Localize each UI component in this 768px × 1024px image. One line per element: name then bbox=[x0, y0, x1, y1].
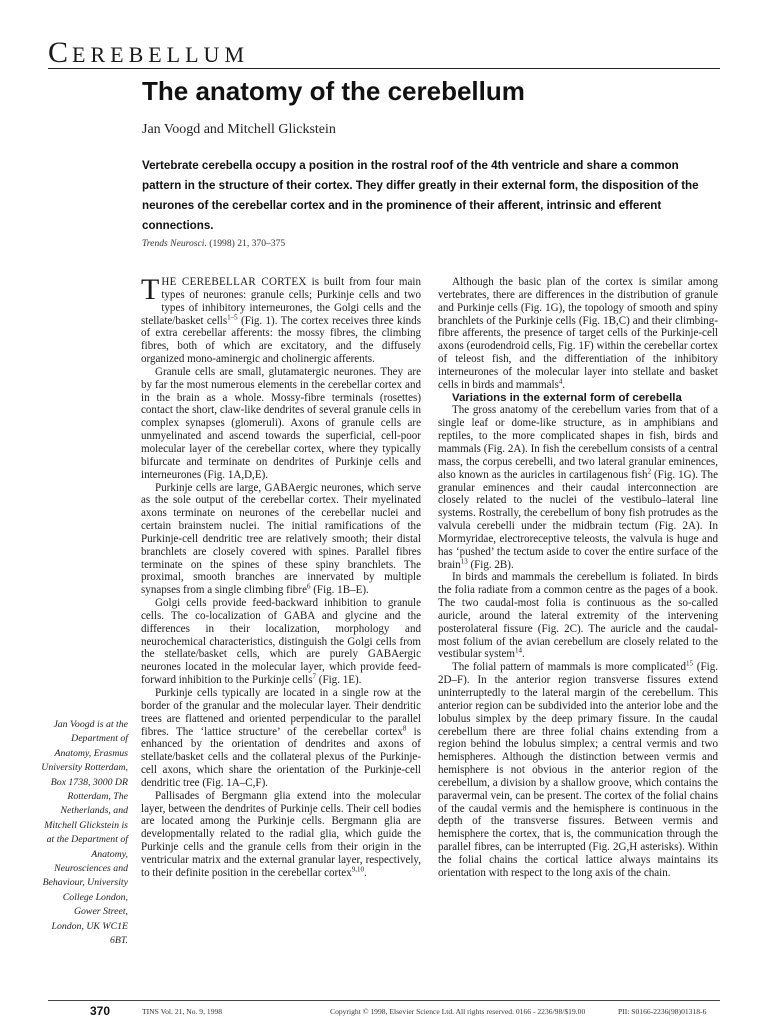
article-authors: Jan Voogd and Mitchell Glickstein bbox=[142, 122, 336, 137]
journal-abbrev: TINS bbox=[142, 1007, 159, 1016]
right-column bbox=[438, 276, 718, 880]
left-paragraph-3: Purkinje cells are large, GABAergic neurones, which serve as the sole output of the cerebellar cortex. Their myelinated axons terminate on neurones of the cerebellar nuclei and certain brainstem nuclei. The initial ramifications of the Purkinje-cell dendritic tree are relatively smooth; their distal branchlets are closely covered with spines. Parallel fibres terminate on the spines of these spiny branchlets. The proximal, smooth branches are innervated by multiple synapses from a single climbing fibre$^6$ (Fig. 1B–E). bbox=[141, 481, 421, 597]
section-header-rest: EREBELLUM bbox=[72, 42, 250, 67]
copyright-notice: Copyright © 1998, Elsevier Science Ltd. All rights reserved. 0166 - 2236/98/$19.00 bbox=[330, 1007, 586, 1016]
left-paragraph-1: THE CEREBELLAR CORTEX is built from four main types of neurones: granule cells; Purkinje cells and two types of inhibitory interneurones, the Golgi cells and the stellate/basket cells$^{1-5}$ (Fig. 1). The cortex receives three kinds of extra cerebellar afferents: the mossy fibres, the climbing fibres, both of which are excitatory, and the diffusely organized mono-aminergic and cholinergic afferents. bbox=[141, 273, 421, 366]
article-title: The anatomy of the cerebellum bbox=[142, 76, 525, 106]
reference-marker: 4 bbox=[558, 377, 563, 386]
author-affiliations: Jan Voogd is at the Department of Anatomy, Erasmus University Rotterdam, Box 1738, 3000 DR Rotterdam, The Netherlands, and Mitchell Glickstein is at the Department of Anatomy, Neurosciences and Behaviour, University College London, Gower Street, London, UK WC1E 6BT. bbox=[41, 719, 128, 947]
reference-marker: 1–5 bbox=[227, 312, 238, 321]
left-paragraph-6: Pallisades of Bergmann glia extend into the molecular layer, between the dendrites of Purkinje cells. Their cell bodies are located among the Purkinje cells. Bergmann glia are developmentally related to the radial glia, which guide the Purkinje cells and the granule cells from their origin in the ventricular matrix and the external granular layer, respectively, to their definite position in the cerebellar cortex$^{9,10}$. bbox=[141, 789, 421, 879]
section-subheading: Variations in the external form of cerebella bbox=[452, 391, 682, 404]
drop-cap: T bbox=[141, 273, 160, 306]
reference-marker: 2 bbox=[647, 466, 652, 475]
left-paragraph-5: Purkinje cells typically are located in a single row at the border of the granular and the molecular layer. Their dendritic trees are flattened and oriented perpendicular to the parallel fibres. The ‘lattice structure’ of the cerebellar cortex$^8$ is enhanced by the orientation of dendrites and axons of stellate/basket cells and the collateral plexus of the Purkinje-cell axons, which share the orientation of the Purkinje-cell dendritic tree (Fig. 1A–C,F). bbox=[141, 687, 421, 789]
reference-marker: 14 bbox=[515, 646, 523, 655]
section-header-initial: C bbox=[48, 36, 73, 69]
journal-info bbox=[142, 1007, 222, 1016]
article-abstract: Vertebrate cerebella occupy a position in the rostral roof of the 4th ventricle and share a common pattern in the structure of their cortex. They differ greatly in their external form, the disposition of the neurones of the cerebellar cortex and in the prominence of their afferent, intrinsic and efferent connections. bbox=[142, 159, 699, 232]
citation-journal: Trends Neurosci. bbox=[142, 238, 207, 249]
right-paragraph-2: The gross anatomy of the cerebellum varies from that of a single leaf or dome-like structure, as in amphibians and reptiles, to the more complicated shapes in fish, birds and mammals (Fig. 2A). In fish the cerebellum consists of a central mass, the corpus cerebelli, and two lateral granular eminences, also known as the auricles in cartilagenous fish$^2$ (Fig. 1G). The granular eminences and their caudal interconnection are closely related to the nuclei of the vestibulo–lateral line systems. Rostrally, the cerebellum of bony fish protrudes as the valvula cerebelli under the midbrain tectum (Fig. 2A). In Mormyridae, electroreceptive teleosts, the valvula is huge and has ‘pushed’ the tectum aside to cover the entire surface of the brain$^{13}$ (Fig. 2B). bbox=[438, 404, 719, 571]
reference-marker: 7 bbox=[312, 672, 317, 681]
reference-marker: 13 bbox=[460, 556, 468, 565]
header-rule bbox=[48, 68, 720, 69]
journal-issue: Vol. 21, No. 9, 1998 bbox=[158, 1007, 223, 1016]
footer-rule bbox=[48, 1000, 720, 1001]
reference-marker: 15 bbox=[686, 659, 693, 668]
article-citation bbox=[142, 238, 285, 249]
page-number: 370 bbox=[90, 1004, 111, 1018]
reference-marker: 8 bbox=[402, 723, 407, 732]
section-header bbox=[48, 36, 249, 70]
lead-in-text: HE CEREBELLAR CORTEX bbox=[161, 276, 307, 288]
reference-marker: 6 bbox=[306, 582, 311, 591]
right-paragraph-1: Although the basic plan of the cortex is similar among vertebrates, there are differences in the distribution of granule and Purkinje cells (Fig. 1G), the topology of smooth and spiny branchlets of the Purkinje cells (Fig. 1B,C) and their climbing-fibre afferents, the presence of target cells of the Purkinje-cell axons (eurodendroid cells, Fig. 1F) within the cerebellar cortex of teleost fish, and the differentiation of the inhibitory interneurones of the molecular layer into stellate and basket cells in birds and mammals$^4$. bbox=[438, 276, 718, 391]
citation-details: (1998) 21, 370–375 bbox=[206, 238, 286, 249]
right-paragraph-3: In birds and mammals the cerebellum is foliated. In birds the folia radiate from a common centre as the pages of a book. The two caudal-most folia is continuous as the so-called auricle, around the lateral extremity of the intervening posterolateral fissure (Fig. 2C). The auricle and the caudal-most folium of the avian cerebellum are closely related to the vestibular system$^{14}$. bbox=[438, 571, 718, 661]
reference-marker: 9,10 bbox=[351, 865, 364, 874]
pii-number: PII: S0166-2236(98)01318-6 bbox=[618, 1007, 707, 1016]
left-paragraph-4: Golgi cells provide feed-backward inhibition to granule cells. The co-localization of GABA and glycine and the differences in their localization, morphology and neurochemical characteristics, distinguish the Golgi cells from the stellate/basket cells, which are purely GABAergic neurones located in the molecular layer, which provide feed-forward inhibition to the Purkinje cells$^7$ (Fig. 1E). bbox=[141, 597, 421, 687]
left-paragraph-2: Granule cells are small, glutamatergic neurones. They are by far the most numerous elements in the cerebellar cortex and in the brain as a whole. Mossy-fibre terminals (rosettes) contact the short, claw-like dendrites of several granule cells in complex synapses (glomeruli). Axons of granule cells are unmyelinated and ascend towards the superficial, cell-poor molecular layer of the cerebellar cortex, where they typically bifurcate and terminate on dendrites of Purkinje cells and interneurones (Fig. 1A,D,E). bbox=[141, 365, 421, 481]
right-paragraph-4: The folial pattern of mammals is more complicated$^{15}$ (Fig. 2D–F). In the anterior region transverse fissures extend uninterruptedly to the lateral margin of the cerebellum. This anterior region can be subdivided into the anterior lobe and the lobulus simplex by the deep primary fissure. In the caudal cerebellum there are three folial chains extending from a region behind the lobulus simplex; a central vermis and two hemispheres. Although the distinction between vermis and hemisphere is not obvious in the anterior region of the cerebellum, a division by a shallow groove, which contains the paravermal vein, can be present. The cortex of the folial chains of the caudal vermis and the hemisphere is continuous in the depth of the transverse fissures. Between vermis and hemisphere the cortex, that is, the communication through the parallel fibres, can be interrupted (Fig. 2G,H asterisks). Within the folial chains the cortical lattice always maintains its orientation with respect to the long axis of the chain. bbox=[438, 659, 718, 879]
left-column bbox=[141, 273, 421, 880]
